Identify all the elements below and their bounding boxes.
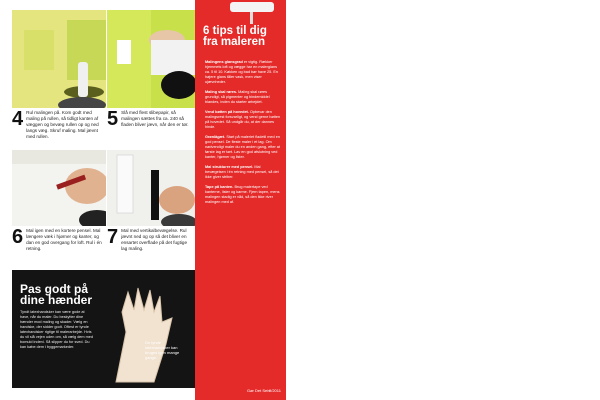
sidebar-title: 6 tips til dig fra maleren <box>203 25 267 48</box>
tips-list <box>205 60 281 210</box>
blank-right-area <box>286 0 600 400</box>
step-text: Mal med vertikalbevægelse. Rul jævnt ned og op så det bliver en ensartet overflade på det fugtige lag maling. <box>121 228 188 251</box>
tips-sidebar <box>195 0 286 400</box>
tip-item: Mal strukturer med pensel. Mal bevægelsen i én retning med pensel, så det ikke giver striber. <box>205 165 279 179</box>
tip-item: Tape på kanten. Brug malertape ved kanterne, lister og karme. Fjern tapen, mens malingen stadig er våd, så den ikke river malingen med af. <box>205 185 280 204</box>
step-4-photo <box>12 10 106 108</box>
tip-item: Malingens glansgrad er vigtig. Rækker hjemmets loft og vægge har en malerglans ca. 5 til 10. Køkken og bad bør have 25. En højere glans tåler vask, men viser ujævnheder. <box>205 60 279 84</box>
step-5-photo <box>107 10 195 108</box>
roller-photo-icon <box>107 150 195 226</box>
sanding-photo-icon <box>107 10 195 108</box>
paint-roller-icon <box>220 0 282 24</box>
step-7 <box>107 228 193 252</box>
brush-photo-icon <box>12 150 106 226</box>
step-text: Mal igen med en kortere pensel. Mal længere væk i hjørner og kanter, og dan en god overgang for loft. Rul i én retning. <box>26 228 102 251</box>
painting-photo-icon <box>12 10 106 108</box>
tip-item: Maling skal røres. Maling skal røres grundigt, så pigmenter og bindemiddel blandes, inden du starter arbejdet. <box>205 90 270 104</box>
page-number: 24 <box>14 388 19 393</box>
step-text: Rul malingen på. Kom godt med maling på rullen, så tidligt kanten af væggen og bevæg rullen op og ned langs væg. Skruf maling. Mal jævnt med rullen. <box>26 110 99 139</box>
step-6 <box>12 228 104 252</box>
step-6-photo <box>12 150 106 226</box>
step-7-photo <box>107 150 195 226</box>
step-text: Slå med flest slibepapir, så malingen sættes fra ca. 240 så fladen bliver jævn, når den er tør. <box>121 110 189 127</box>
step-number: 4 <box>12 108 24 130</box>
glove-icon <box>96 282 186 386</box>
step-number: 5 <box>107 108 119 130</box>
step-5 <box>107 110 193 128</box>
step-4 <box>12 110 104 140</box>
footer-magazine: Gør Det Selv <box>247 388 271 393</box>
step-number: 7 <box>107 226 119 248</box>
glove-caption: De tynde latexhandsker kan bruges igen mange gange. <box>145 340 180 360</box>
tip-item: Grønlägæt. Start på maleriet fladetil med en god pensel. De fleste maler i et lag. Om nødvendigt maler du en anden gang, efter at første lag er tørt. Lav en god afslutning ved kanter, hjørner og lister. <box>205 135 280 159</box>
box-body: Tyndt latexhandsker kan være gode at have, når du maler. Du beskytter dine hænder mod maling og skader. Vælg en handske, der sidder godt. Oftest er tynde latexhandsker rigtige til malerarbejde. Hvis du vil slå vejen uden om, så vælg dem med bomuld indeni. Så slipper du for sved. Du kan købe dem i byggemarkeder. <box>20 310 94 349</box>
footer-issue: 9/2011 <box>269 388 281 393</box>
step-number: 6 <box>12 226 24 248</box>
tip-item: Vend bøtten på hovedet. Opbevar den malingsrest forsvarligt, og vend gerne bøtten på hovedet. Så undgår du, at der dannes hinde. <box>205 110 281 129</box>
gloves-box <box>12 270 195 388</box>
box-title: Pas godt på dine hænder <box>20 282 93 307</box>
